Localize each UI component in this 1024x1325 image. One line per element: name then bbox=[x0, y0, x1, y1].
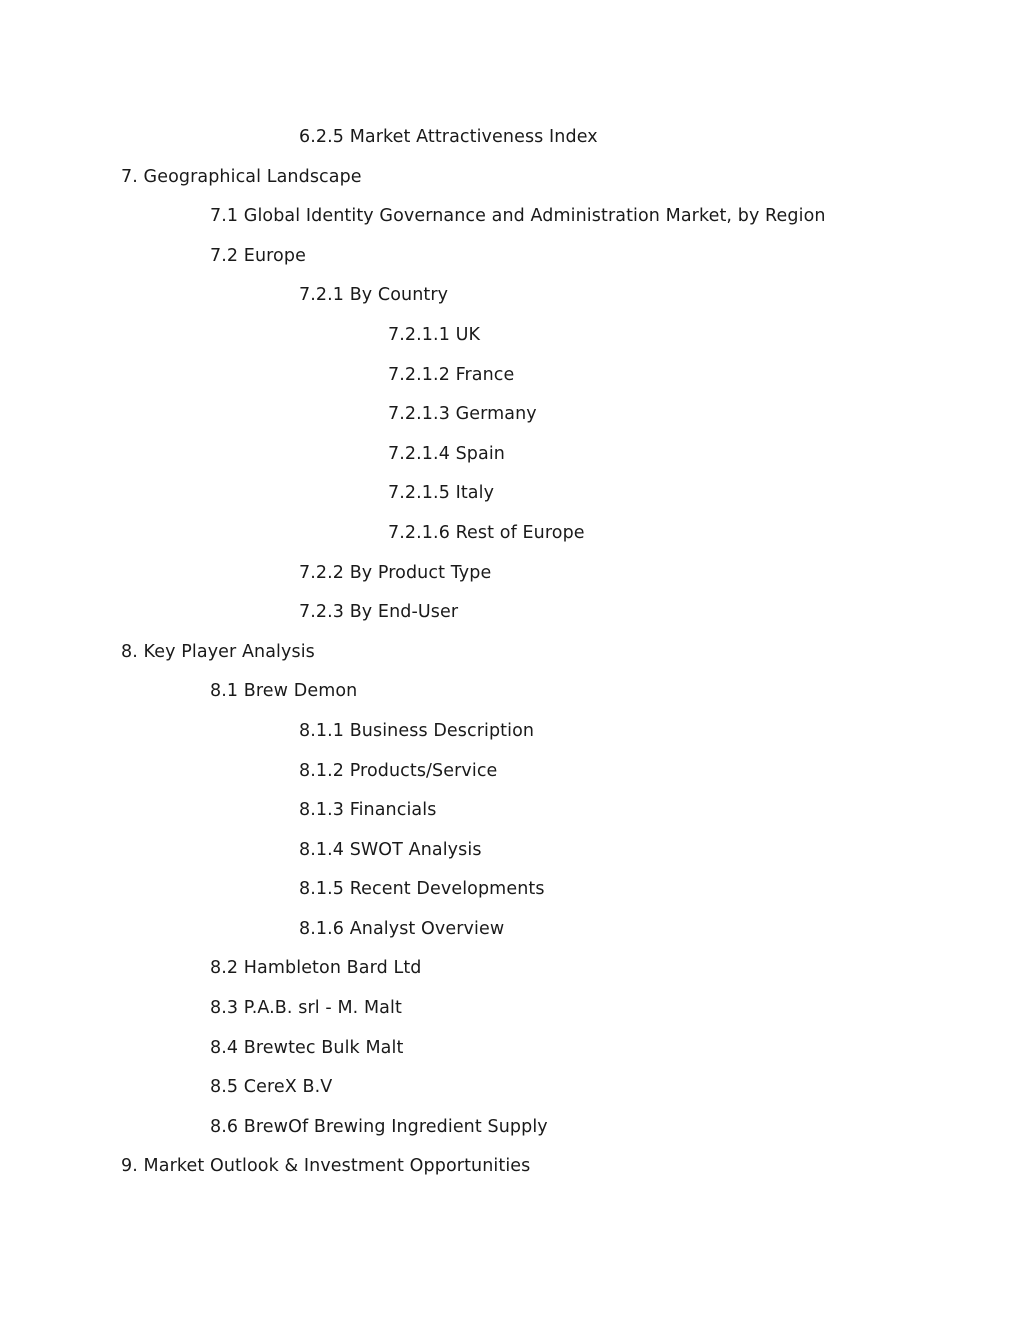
toc-entry: 8.5 CereX B.V bbox=[210, 1077, 333, 1098]
toc-entry: 8. Key Player Analysis bbox=[121, 641, 315, 662]
toc-entry: 7.2.2 By Product Type bbox=[299, 562, 492, 583]
toc-entry: 8.1.2 Products/Service bbox=[299, 760, 498, 781]
toc-entry: 7.2.1.5 Italy bbox=[388, 483, 495, 504]
toc-entry: 8.6 BrewOf Brewing Ingredient Supply bbox=[210, 1116, 548, 1137]
toc-entry: 7.2.1.2 France bbox=[388, 364, 515, 385]
toc-entry: 7.2.1.4 Spain bbox=[388, 443, 505, 464]
toc-entry: 8.4 Brewtec Bulk Malt bbox=[210, 1037, 404, 1058]
toc-entry: 8.3 P.A.B. srl - M. Malt bbox=[210, 998, 402, 1019]
toc-entry: 7.2.1.3 Germany bbox=[388, 404, 537, 425]
toc-entry: 8.1.3 Financials bbox=[299, 800, 437, 821]
toc-entry: 6.2.5 Market Attractiveness Index bbox=[299, 127, 598, 147]
toc-entry: 8.1.1 Business Description bbox=[299, 720, 535, 741]
toc-entry: 8.1 Brew Demon bbox=[210, 681, 358, 702]
toc-entry: 8.1.5 Recent Developments bbox=[299, 879, 545, 900]
table-of-contents bbox=[0, 124, 1024, 1193]
toc-entry: 8.1.4 SWOT Analysis bbox=[299, 839, 482, 860]
toc-entry: 7.2.1 By Country bbox=[299, 285, 449, 306]
toc-entry: 7.2.1.6 Rest of Europe bbox=[388, 522, 585, 543]
toc-entry: 7.2.1.1 UK bbox=[388, 324, 481, 345]
toc-entry: 8.2 Hambleton Bard Ltd bbox=[210, 958, 422, 979]
toc-entry: 9. Market Outlook & Investment Opportunities bbox=[121, 1156, 531, 1177]
toc-entry: 7.2 Europe bbox=[210, 245, 306, 266]
toc-entry: 7. Geographical Landscape bbox=[121, 166, 362, 187]
toc-entry: 7.2.3 By End-User bbox=[299, 602, 459, 623]
toc-entry: 7.1 Global Identity Governance and Administration Market, by Region bbox=[210, 206, 826, 227]
toc-entry: 8.1.6 Analyst Overview bbox=[299, 918, 505, 939]
